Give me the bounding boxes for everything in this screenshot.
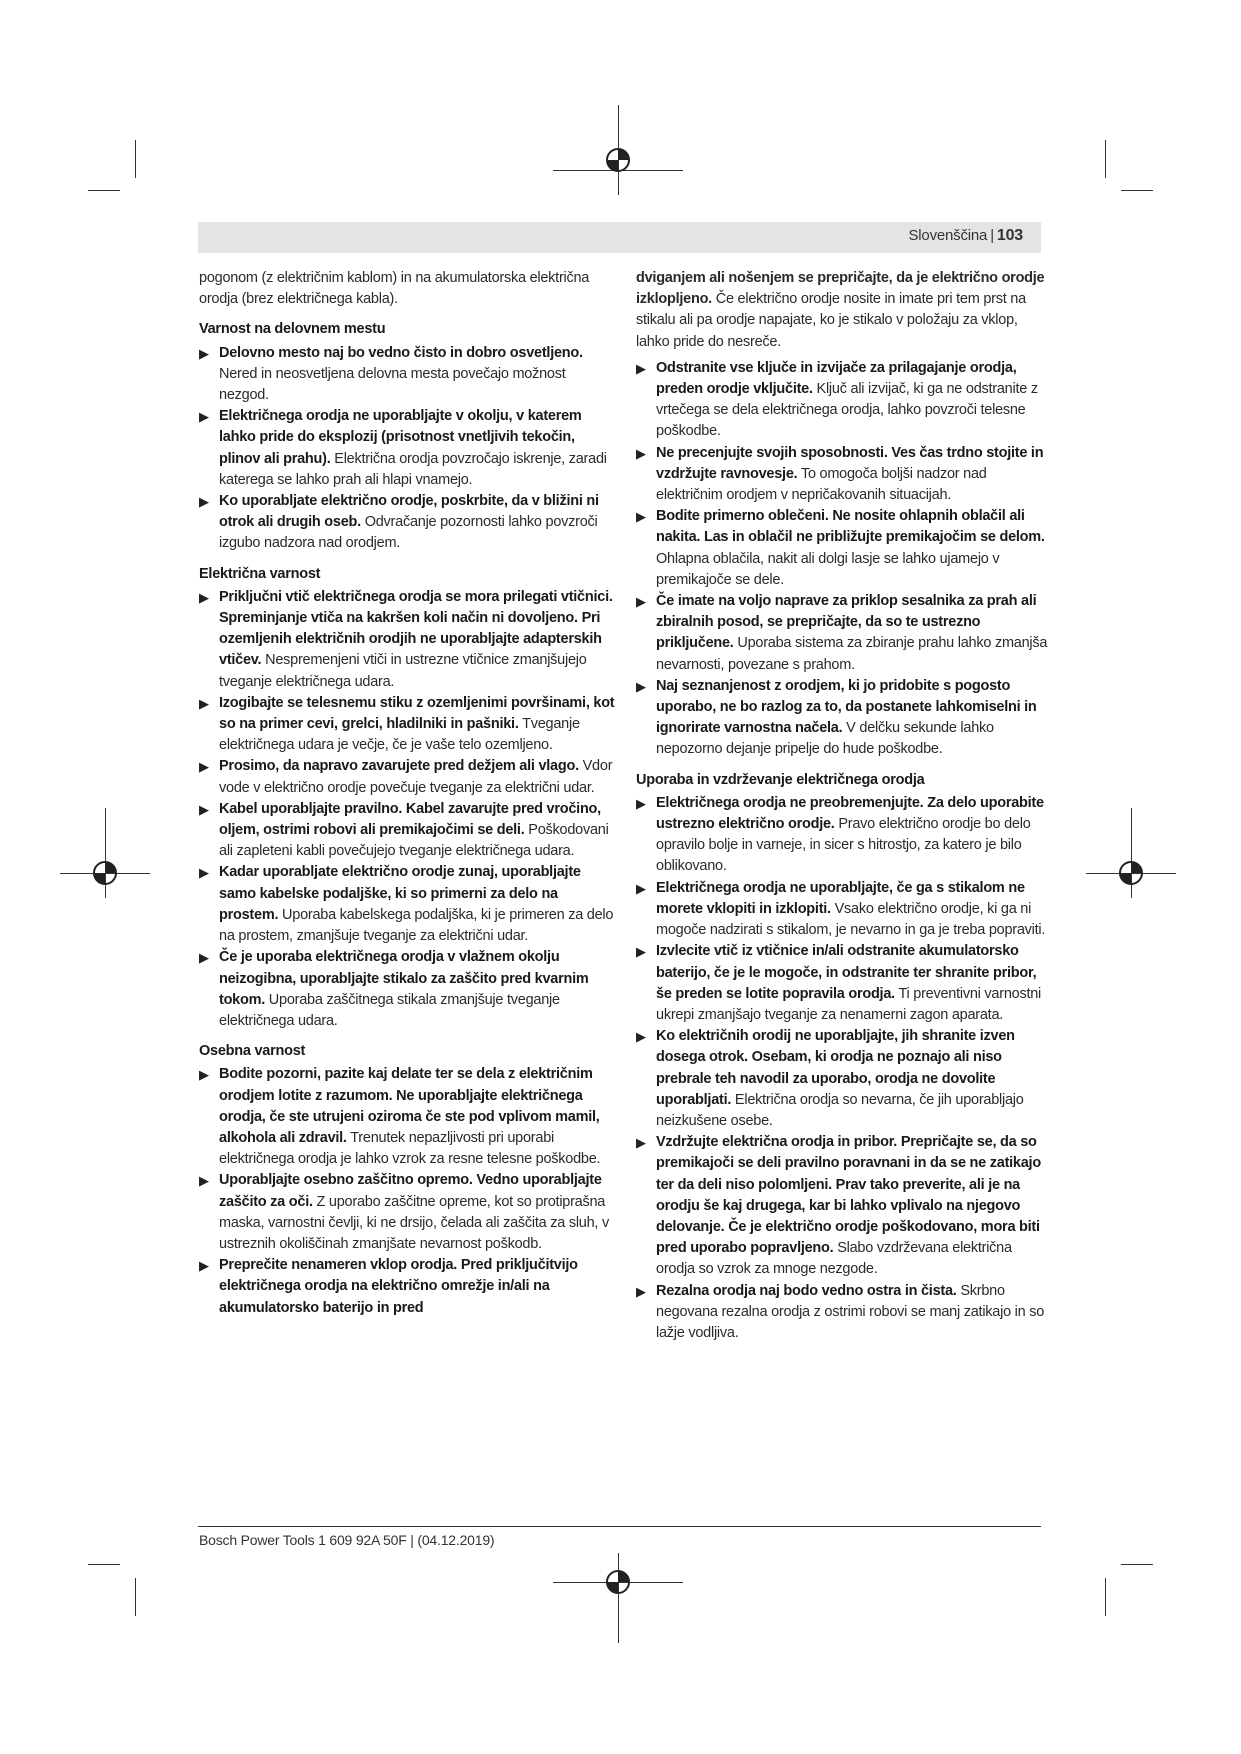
- item-bold-text: Rezalna orodja naj bodo vedno ostra in čista.: [656, 1282, 957, 1299]
- item-text: Ključ ali izvijač, ki ga ne odstranite z vrtečega se dela električnega orodja, lahko povzroči telesne poškodbe.: [656, 381, 1038, 440]
- page-number: 103: [996, 227, 1023, 244]
- item-text: Odvračanje pozornosti lahko povzroči izgubo nadzora nad orodjem.: [219, 514, 598, 552]
- triangle-bullet-icon: ▶: [636, 1283, 646, 1299]
- item-text: Slabo vzdrževana električna orodja so vzrok za mnoge nezgode.: [656, 1240, 1012, 1278]
- item-bold-text: Preprečite nenameren vklop orodja. Pred priključitvijo električnega orodja na električno omrežje in/ali na akumulatorsko baterijo in pred: [219, 1257, 578, 1316]
- item-bold-text: Električnega orodja ne uporabljajte, če ga s stikalom ne morete vklopiti in izklopiti.: [656, 879, 1025, 917]
- crop-mark: [1121, 1564, 1153, 1565]
- triangle-bullet-icon: ▶: [636, 1135, 646, 1151]
- item-bold-text: Odstranite vse ključe in izvijače za prilagajanje orodja, preden orodje vključite.: [656, 359, 1017, 398]
- item-bold-text: Vzdržujte električna orodja in pribor. Prepričajte se, da so premikajoči se deli pravilno poravnani in da se ne zatikajo ter da deli niso polomljeni. Prav tako preverite, ali je na orodju še kaj drugega, kar bi lahko vplivalo na njegovo delovanje. Če je električno orodje poškodovano, mora biti pred uporabo popravljeno.: [656, 1134, 1041, 1257]
- item-text: Uporaba zaščitnega stikala zmanjšuje tveganje električnega udara.: [219, 991, 560, 1029]
- triangle-bullet-icon: ▶: [199, 1258, 209, 1274]
- page-header: [198, 222, 1041, 253]
- safety-item: [199, 1255, 619, 1319]
- triangle-bullet-icon: ▶: [199, 865, 209, 881]
- safety-item: [636, 506, 1054, 591]
- item-text: To omogoča boljši nadzor nad električnim orodjem v nepričakovanih situacijah.: [656, 465, 987, 504]
- header-separator: |: [990, 227, 994, 244]
- safety-item: [199, 693, 619, 757]
- safety-item: [199, 343, 619, 407]
- safety-item: [199, 947, 619, 1032]
- safety-item: [636, 793, 1054, 878]
- right-column: [636, 268, 1054, 1344]
- safety-item: [636, 358, 1054, 443]
- section-title: Električna varnost: [199, 565, 321, 582]
- item-bold-text: Kadar uporabljate električno orodje zunaj, uporabljajte samo kabelske podaljške, ki so primerni za delo na prostem.: [219, 864, 581, 923]
- item-text: Poškodovani ali zapleteni kabli povečujejo tveganje električnega udara.: [219, 822, 609, 860]
- triangle-bullet-icon: ▶: [636, 678, 646, 694]
- footer-divider: [198, 1526, 1041, 1527]
- item-text: Ti preventivni varnostni ukrepi zmanjšajo tveganje za nenamerni zagon aparata.: [656, 985, 1042, 1023]
- triangle-bullet-icon: ▶: [636, 445, 646, 461]
- item-bold-text: Ne precenjujte svojih sposobnosti. Ves čas trdno stojite in vzdržujte ravnovesje.: [656, 444, 1044, 482]
- triangle-bullet-icon: ▶: [199, 1067, 209, 1083]
- item-bold-text: Prosimo, da napravo zavarujete pred dežjem ali vlago.: [219, 758, 579, 775]
- registration-target-icon: [603, 1567, 633, 1597]
- item-text: Pravo električno orodje bo delo opravilo bolje in varneje, in sicer s hitrostjo, za katero je bilo oblikovano.: [656, 816, 1031, 875]
- safety-item: [199, 1064, 619, 1170]
- section-title: Osebna varnost: [199, 1043, 306, 1060]
- triangle-bullet-icon: ▶: [636, 795, 646, 811]
- item-text: Skrbno negovana rezalna orodja z ostrimi robovi se manj zatikajo in so lažje vodljiva.: [656, 1282, 1045, 1341]
- item-text: Električna orodja so nevarna, če jih uporabljajo neizkušene osebe.: [656, 1091, 1024, 1129]
- crop-mark: [1105, 140, 1106, 178]
- triangle-bullet-icon: ▶: [636, 1029, 646, 1045]
- item-bold-text: Izvlecite vtič iz vtičnice in/ali odstranite akumulatorsko baterijo, če je le mogoče, in odstranite ter shranite pribor, še preden se lotite popravila orodja.: [656, 943, 1037, 1002]
- registration-target-icon: [90, 858, 120, 888]
- item-bold-text: Če imate na voljo naprave za priklop sesalnika za prah ali zbiralnih posod, se prepričajte, da so te ustrezno priključene.: [656, 593, 1037, 652]
- crop-mark: [135, 1578, 136, 1616]
- item-text: V delčku sekunde lahko nepozorno dejanje pripelje do hude poškodbe.: [656, 720, 994, 758]
- item-bold-text: Kabel uporabljajte pravilno. Kabel zavarujte pred vročino, oljem, ostrimi robovi ali premikajočimi se deli.: [219, 800, 601, 839]
- item-text: Nered in neosvetljena delovna mesta povečajo možnost nezgod.: [219, 365, 566, 404]
- safety-item: [636, 443, 1054, 507]
- registration-target-icon: [1116, 858, 1146, 888]
- safety-item: [636, 1281, 1054, 1345]
- continuation-paragraph: [636, 268, 1054, 353]
- safety-item: [199, 406, 619, 491]
- left-column: [199, 268, 619, 1319]
- item-bold-text: Naj seznanjenost z orodjem, ki jo pridobite s pogosto uporabo, ne bo razlog za to, da postanete lahkomiselni in ignorirate varnostna načela.: [656, 677, 1037, 737]
- triangle-bullet-icon: ▶: [636, 944, 646, 960]
- safety-item: [199, 587, 619, 693]
- triangle-bullet-icon: ▶: [636, 360, 646, 376]
- safety-item: [199, 1170, 619, 1255]
- item-text: Trenutek nepazljivosti pri uporabi električnega orodja je lahko vzrok za resne telesne poškodbe.: [219, 1129, 601, 1168]
- safety-item: [636, 1026, 1054, 1132]
- safety-item: [199, 491, 619, 555]
- item-text: Uporaba sistema za zbiranje prahu lahko zmanjša nevarnosti, povezane s prahom.: [656, 635, 1048, 673]
- triangle-bullet-icon: ▶: [199, 1173, 209, 1189]
- item-bold-text: Uporabljajte osebno zaščitno opremo. Vedno uporabljajte zaščito za oči.: [219, 1172, 602, 1210]
- item-bold-text: Izogibajte se telesnemu stiku z ozemljenimi površinami, kot so na primer cevi, grelci, hladilniki in pašniki.: [219, 694, 615, 733]
- continuation-bold: dviganjem ali nošenjem se prepričajte, da je električno orodje izklopljeno.: [636, 270, 1045, 308]
- crop-mark: [135, 140, 136, 178]
- crop-mark: [1105, 1578, 1106, 1616]
- triangle-bullet-icon: ▶: [199, 695, 209, 711]
- item-text: Z uporabo zaščitne opreme, kot so protiprašna maska, varnostni čevlji, ki ne drsijo, čelada ali zaščita za sluh, v ustreznih okoliščinah zmanjšate nevarnost poškodb.: [219, 1193, 609, 1252]
- item-bold-text: Ko uporabljate električno orodje, poskrbite, da v bližini ni otrok ali drugih oseb.: [219, 493, 599, 531]
- header-text: [909, 227, 1024, 245]
- item-bold-text: Bodite primerno oblečeni. Ne nosite ohlapnih oblačil ali nakita. Las in oblačil ne približujte premikajočim se delom.: [656, 508, 1045, 546]
- triangle-bullet-icon: ▶: [199, 345, 209, 361]
- safety-item: [199, 756, 619, 798]
- safety-item: [636, 941, 1054, 1026]
- item-bold-text: Bodite pozorni, pazite kaj delate ter se dela z električnim orodjem lotite z razumom. Ne uporabljajte električnega orodja, če ste utrujeni oziroma če ste pod vplivom mamil, alkohola ali zdravil.: [219, 1066, 600, 1146]
- triangle-bullet-icon: ▶: [636, 594, 646, 610]
- item-bold-text: Priključni vtič električnega orodja se mora prilegati vtičnici. Spreminjanje vtiča na kakršen koli način ni dovoljeno. Pri ozemljenih električnih orodjih ne uporabljajte adapterskih vtičev.: [219, 588, 613, 669]
- triangle-bullet-icon: ▶: [199, 801, 209, 817]
- item-bold-text: Ko električnih orodij ne uporabljajte, jih shranite izven dosega otrok. Osebam, ki orodja ne poznajo ali niso prebrale teh navodil za uporabo, orodja ne dovolite uporabljati.: [656, 1028, 1015, 1108]
- item-text: Vsako električno orodje, ki ga ni mogoče nadzirati s stikalom, je nevarno in ga je treba popraviti.: [656, 900, 1046, 939]
- safety-item: [199, 862, 619, 947]
- triangle-bullet-icon: ▶: [199, 409, 209, 425]
- footer-text: Bosch Power Tools 1 609 92A 50F | (04.12.2019): [199, 1532, 495, 1548]
- item-text: Vdor vode v električno orodje povečuje tveganje za električni udar.: [219, 758, 613, 796]
- crop-mark: [1121, 190, 1153, 191]
- item-bold-text: Električnega orodja ne uporabljajte v okolju, v katerem lahko pride do eksplozij (prisotnost vnetljivih tekočin, plinov ali prahu).: [219, 408, 582, 467]
- item-bold-text: Če je uporaba električnega orodja v vlažnem okolju neizogibna, uporabljajte stikalo za zaščito pred kvarnim tokom.: [219, 949, 589, 1008]
- item-bold-text: Delovno mesto naj bo vedno čisto in dobro osvetljeno.: [219, 344, 583, 361]
- safety-item: [636, 676, 1054, 761]
- item-text: Tveganje električnega udara je večje, če je vaše telo ozemljeno.: [219, 716, 580, 754]
- triangle-bullet-icon: ▶: [199, 494, 209, 510]
- header-language: Slovenščina: [908, 227, 988, 244]
- continuation-text: Če električno orodje nosite in imate pri tem prst na stikalu ali pa orodje napajate, ko je stikalo v položaju za vklop, lahko pride do nesreče.: [636, 291, 1026, 350]
- safety-item: [636, 591, 1054, 676]
- item-text: Uporaba kabelskega podaljška, ki je primeren za delo na prostem, zmanjšuje tveganje za električni udar.: [219, 906, 614, 945]
- section-title: Varnost na delovnem mestu: [199, 321, 386, 338]
- registration-target-icon: [603, 145, 633, 175]
- safety-item: [636, 1132, 1054, 1280]
- item-text: Električna orodja povzročajo iskrenje, zaradi katerega se lahko prah ali hlapi vnamejo.: [219, 450, 607, 488]
- crop-mark: [88, 1564, 120, 1565]
- section-title: Uporaba in vzdrževanje električnega orodja: [636, 771, 925, 788]
- crop-mark: [88, 190, 120, 191]
- item-text: Ohlapna oblačila, nakit ali dolgi lasje se lahko ujamejo v premikajoče se dele.: [656, 550, 1000, 588]
- triangle-bullet-icon: ▶: [199, 950, 209, 966]
- triangle-bullet-icon: ▶: [199, 589, 209, 605]
- item-text: Nespremenjeni vtiči in ustrezne vtičnice zmanjšujejo tveganje električnega udara.: [219, 652, 587, 690]
- triangle-bullet-icon: ▶: [636, 880, 646, 896]
- safety-item: [636, 878, 1054, 942]
- intro-paragraph: pogonom (z električnim kablom) in na akumulatorska električna orodja (brez električnega kabla).: [199, 270, 590, 308]
- triangle-bullet-icon: ▶: [199, 759, 209, 775]
- item-bold-text: Električnega orodja ne preobremenjujte. Za delo uporabite ustrezno električno orodje.: [656, 794, 1044, 833]
- triangle-bullet-icon: ▶: [636, 509, 646, 525]
- safety-item: [199, 799, 619, 863]
